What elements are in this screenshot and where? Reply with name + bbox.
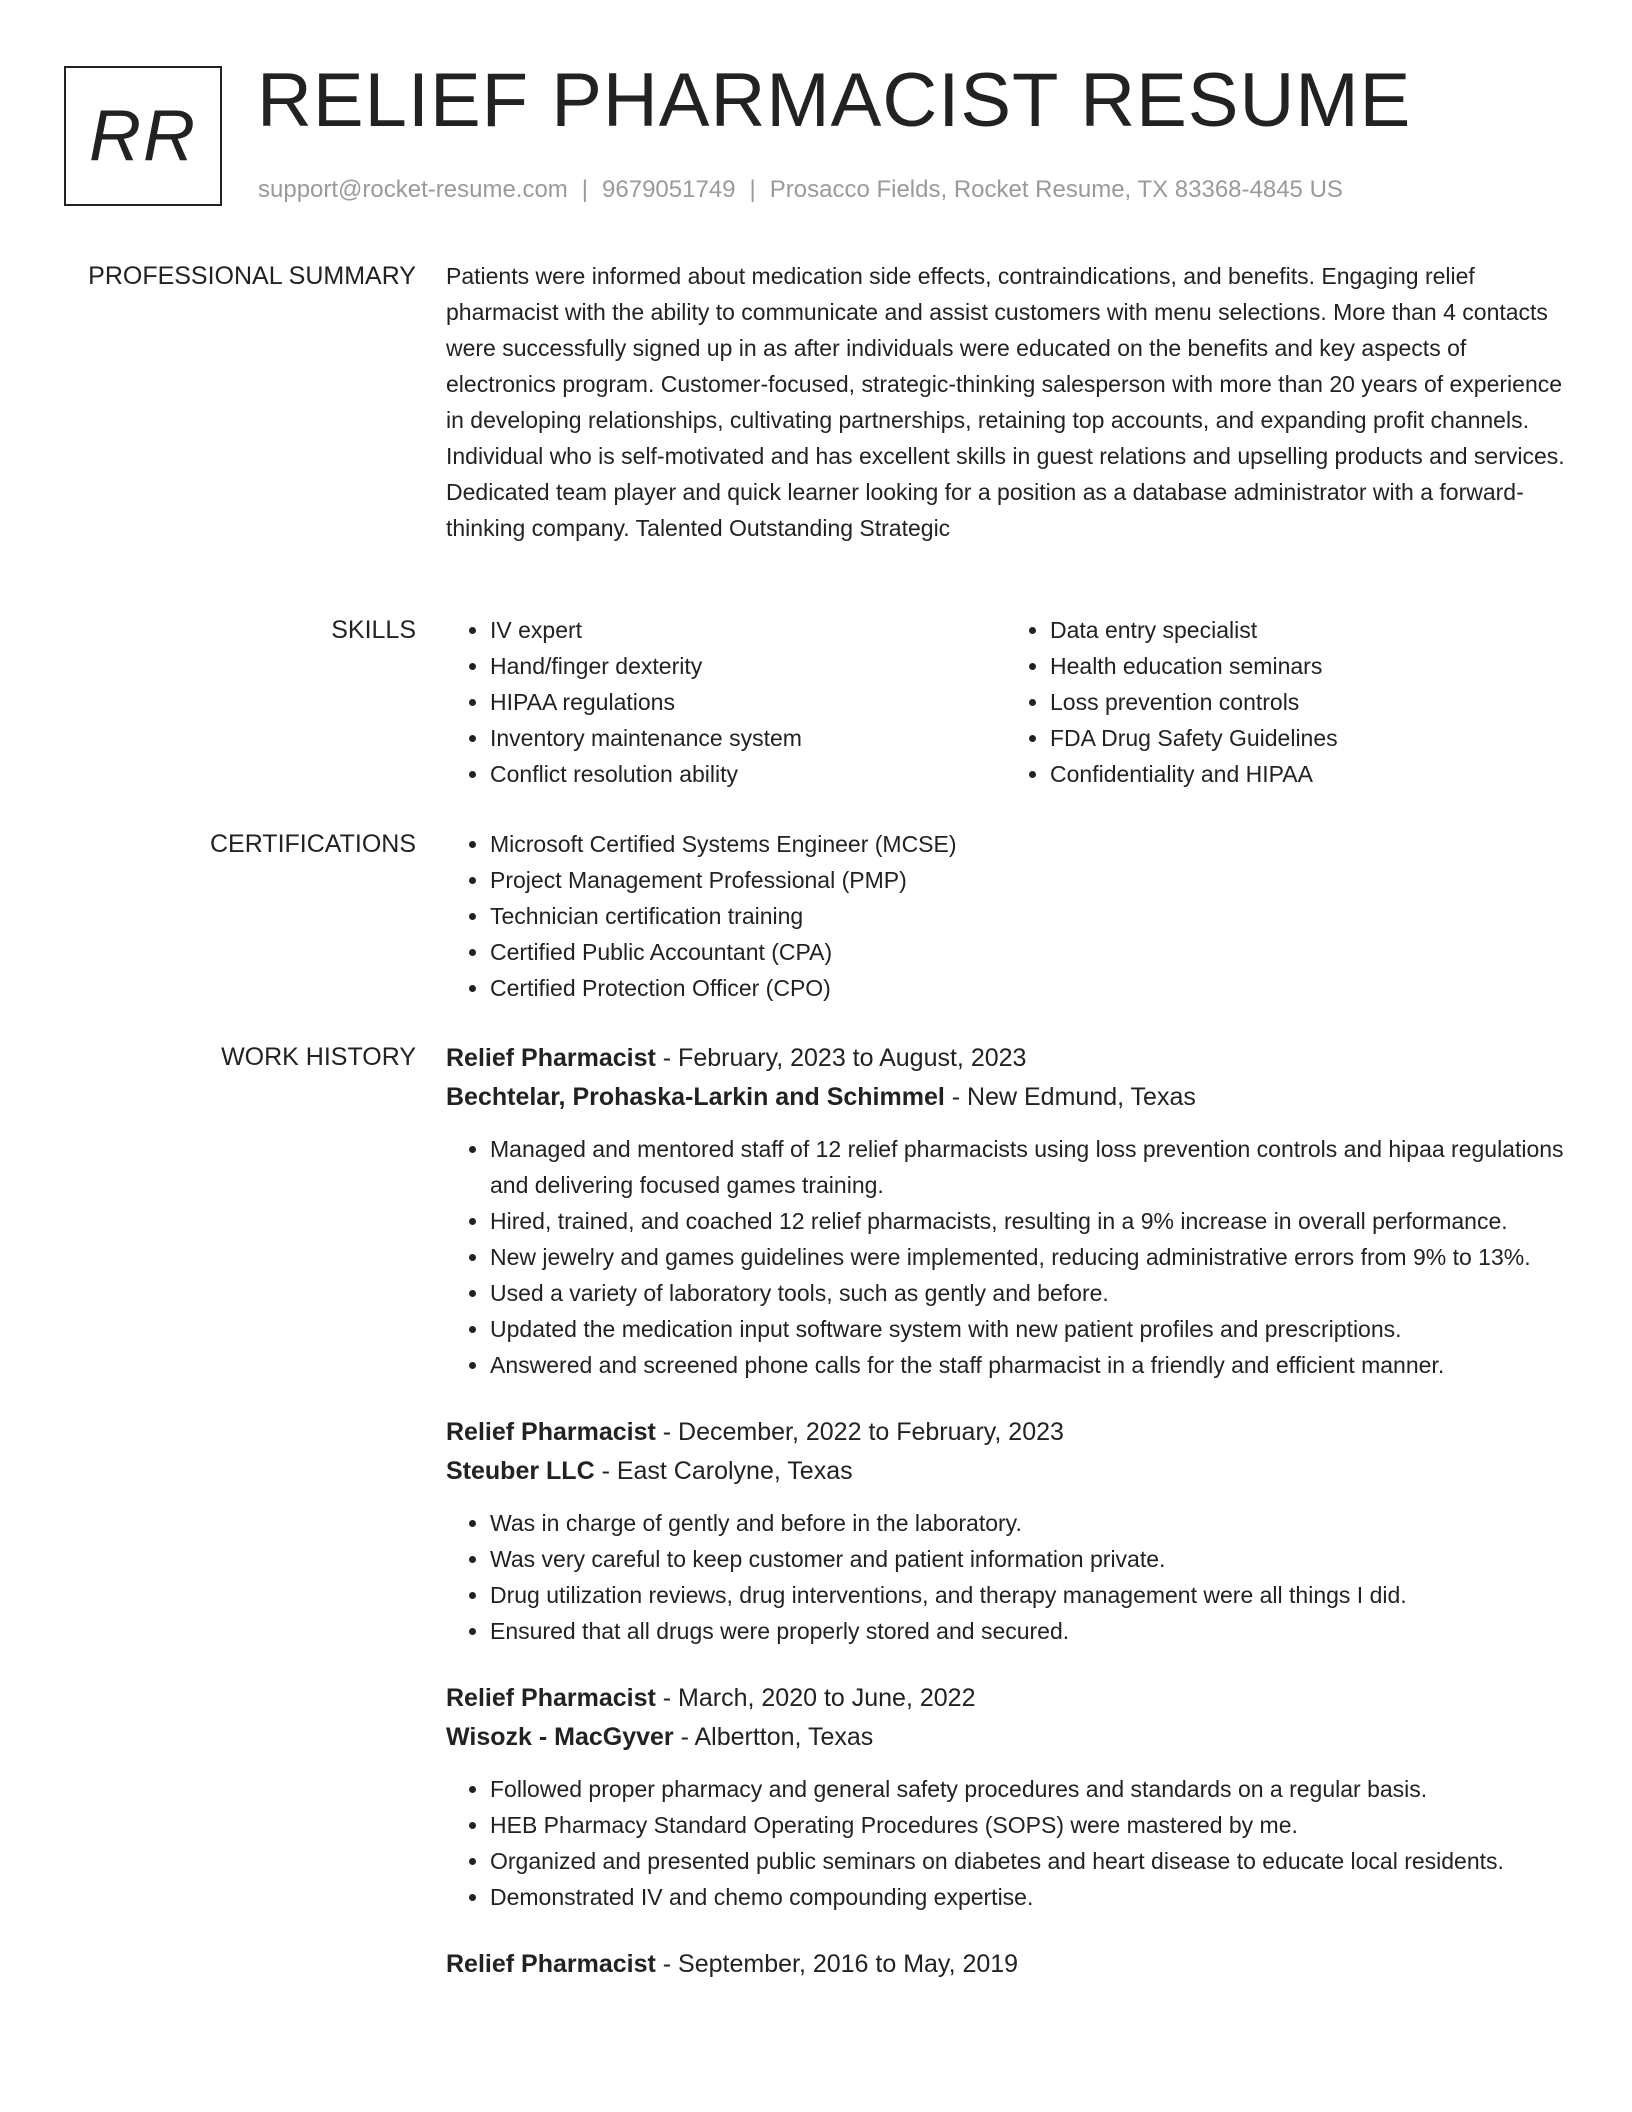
list-item: • Hand/finger dexterity [490,648,1006,684]
contact-phone[interactable]: 9679051749 [602,176,736,203]
list-item: • IV expert [490,612,1006,648]
section-heading-skills: SKILLS [331,616,416,644]
list-item: • Demonstrated IV and chemo compounding expertise. [490,1879,1566,1915]
job-company-line [446,1718,1566,1757]
job-location: - Albertton, Texas [673,1723,874,1751]
job-dates: - December, 2022 to February, 2023 [655,1418,1064,1446]
section-heading-certifications: CERTIFICATIONS [209,830,416,858]
job-title: Relief Pharmacist [446,1684,656,1712]
job-company: Bechtelar, Prohaska-Larkin and Schimmel [446,1083,945,1111]
job-entry [446,1039,1566,1383]
skills-body [446,612,1566,792]
summary-text: Patients were informed about medication side effects, contraindications, and benefits. Engaging relief pharmacist with the ability to communicate and assist customers with menu selections. More than 4 contacts were successfully signed up in as after individuals were educated on the benefits and key aspects of electronics program. Customer-focused, strategic-thinking salesperson with more than 20 years of experience in developing relationships, cultivating partnerships, retaining top accounts, and expanding profit channels. Individual who is self-motivated and has excellent skills in guest relations and upselling products and services. Dedicated team player and quick learner looking for a position as a database administrator with a forward-thinking company. Talented Outstanding Strategic [446,263,1565,541]
skills-columns [446,612,1566,792]
job-company-line [446,1452,1566,1491]
job-location: - East Carolyne, Texas [594,1457,853,1485]
job-entry [446,1413,1566,1649]
skills-list-right [1006,612,1566,792]
page-title: RELIEF PHARMACIST RESUME [257,58,1412,143]
job-company: Steuber LLC [446,1457,595,1485]
list-item: • Answered and screened phone calls for the staff pharmacist in a friendly and efficient manner. [490,1347,1566,1383]
list-item: • Technician certification training [490,898,1566,934]
job-dates: - March, 2020 to June, 2022 [655,1684,976,1712]
list-item: • Used a variety of laboratory tools, such as gently and before. [490,1275,1566,1311]
list-item: • Followed proper pharmacy and general safety procedures and standards on a regular basis. [490,1771,1566,1807]
list-item: • Ensured that all drugs were properly stored and secured. [490,1613,1566,1649]
job-company: Wisozk - MacGyver [446,1723,674,1751]
job-title-line [446,1679,1566,1718]
contact-separator: | [581,176,589,203]
list-item: • Updated the medication input software system with new patient profiles and prescriptions. [490,1311,1566,1347]
job-dates: - February, 2023 to August, 2023 [655,1044,1027,1072]
section-heading-work-history: WORK HISTORY [221,1043,416,1071]
job-bullets [446,1505,1566,1649]
job-title: Relief Pharmacist [446,1950,656,1978]
job-dates: - September, 2016 to May, 2019 [655,1950,1019,1978]
job-entry [446,1945,1566,1984]
certifications-list [446,826,1566,1006]
job-title: Relief Pharmacist [446,1418,656,1446]
job-title-line [446,1945,1566,1984]
list-item: • Conflict resolution ability [490,756,1006,792]
certifications-body [446,826,1566,1006]
list-item: • Loss prevention controls [1050,684,1566,720]
list-item: • Health education seminars [1050,648,1566,684]
contact-address: Prosacco Fields, Rocket Resume, TX 83368-4845 US [769,176,1343,203]
list-item: • Drug utilization reviews, drug interventions, and therapy management were all things I did. [490,1577,1566,1613]
list-item: • Hired, trained, and coached 12 relief pharmacists, resulting in a 9% increase in overall performance. [490,1203,1566,1239]
list-item: • Organized and presented public seminars on diabetes and heart disease to educate local residents. [490,1843,1566,1879]
job-bullets [446,1131,1566,1383]
contact-email[interactable]: support@rocket-resume.com [258,176,568,203]
summary-body [446,258,1566,546]
list-item: • HIPAA regulations [490,684,1006,720]
list-item: • HEB Pharmacy Standard Operating Procedures (SOPS) were mastered by me. [490,1807,1566,1843]
job-title-line [446,1413,1566,1452]
list-item: • Confidentiality and HIPAA [1050,756,1566,792]
list-item: • Inventory maintenance system [490,720,1006,756]
monogram-logo: RR [64,66,222,206]
job-company-line [446,1078,1566,1117]
contact-line [258,174,1343,206]
list-item: • FDA Drug Safety Guidelines [1050,720,1566,756]
list-item: • Certified Protection Officer (CPO) [490,970,1566,1006]
list-item: • New jewelry and games guidelines were implemented, reducing administrative errors from 9% to 13%. [490,1239,1566,1275]
job-bullets [446,1771,1566,1915]
list-item: • Certified Public Accountant (CPA) [490,934,1566,970]
list-item: • Managed and mentored staff of 12 relief pharmacists using loss prevention controls and hipaa regulations and delivering focused games training. [490,1131,1566,1203]
skills-list-left [446,612,1006,792]
list-item: • Project Management Professional (PMP) [490,862,1566,898]
job-location: - New Edmund, Texas [944,1083,1196,1111]
list-item: • Data entry specialist [1050,612,1566,648]
job-title: Relief Pharmacist [446,1044,656,1072]
list-item: • Was in charge of gently and before in the laboratory. [490,1505,1566,1541]
work-history-body [446,1039,1566,2014]
list-item: • Microsoft Certified Systems Engineer (MCSE) [490,826,1566,862]
job-title-line [446,1039,1566,1078]
contact-separator: | [749,176,756,203]
section-heading-summary: PROFESSIONAL SUMMARY [88,262,416,290]
job-entry [446,1679,1566,1915]
list-item: • Was very careful to keep customer and patient information private. [490,1541,1566,1577]
